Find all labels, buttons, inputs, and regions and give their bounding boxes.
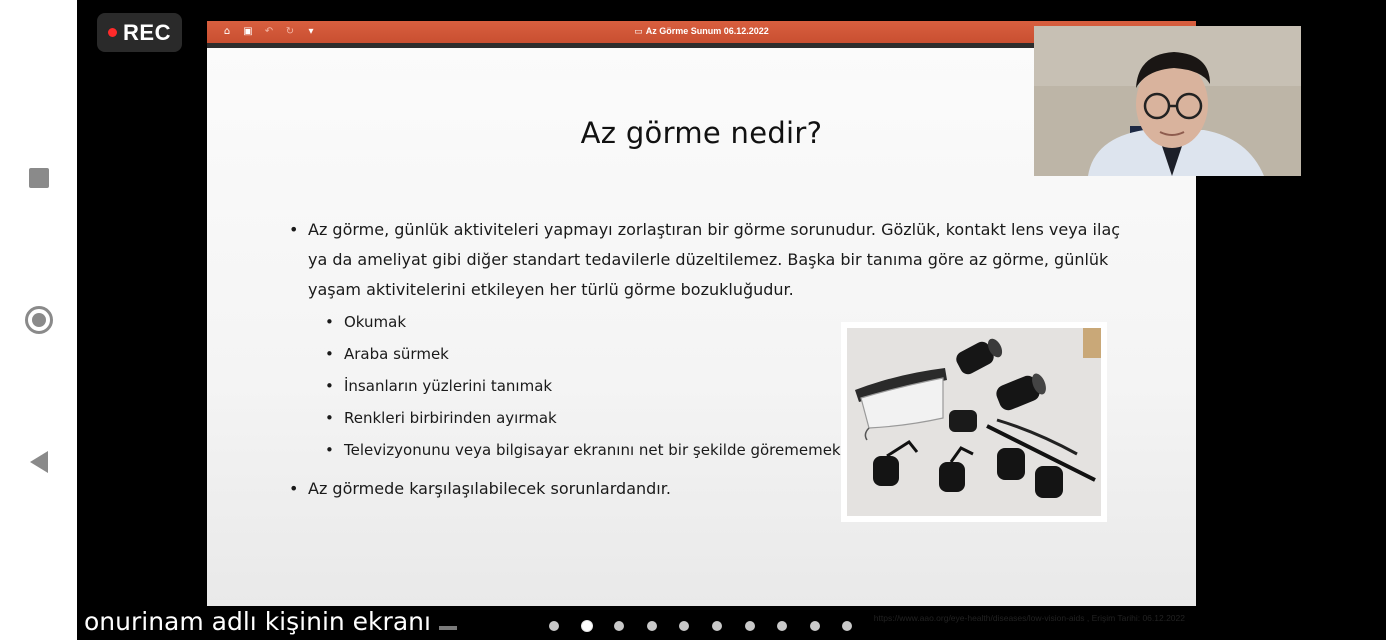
bullet-icon: • [289,220,299,239]
sub-bullet-text: Araba sürmek [344,345,449,363]
recording-label: REC [123,19,171,45]
presenter-video [1034,26,1301,176]
home-button[interactable] [24,305,54,335]
slide-dot[interactable] [745,621,755,631]
document-icon: ▭ [634,26,643,36]
bullet-text: Az görme, günlük aktiviteleri yapmayı zorlaştıran bir görme sorunudur. Gözlük, kontakt lens veya ilaç ya da ameliyat gibi diğer standart tedavilerle düzeltilemez. Başka bir tanıma göre az görme, günlük yaşam aktivitelerini etkileyen her türlü görme bozukluğudur. [308,220,1121,299]
bullet-text: Az görmede karşılaşılabilecek sorunlardandır. [308,479,671,498]
sub-bullet-text: İnsanların yüzlerini tanımak [344,377,553,395]
bullet-icon: • [325,377,334,395]
bullet-item [289,474,889,504]
slide-title: Az görme nedir? [580,116,823,150]
record-dot-icon [108,28,117,37]
slide-dot[interactable] [777,621,787,631]
triangle-icon [30,451,48,473]
back-button[interactable] [24,447,54,477]
slide-dot-active[interactable] [582,621,592,631]
save-icon[interactable]: ▣ [243,26,253,37]
bullet-icon: • [325,345,334,363]
low-vision-aids-photo [847,328,1101,516]
system-nav-bar [0,0,77,640]
slide-dot[interactable] [679,621,689,631]
recording-indicator[interactable] [97,13,182,52]
slide-dot[interactable] [614,621,624,631]
square-icon [29,168,49,188]
document-title-text: Az Görme Sunum 06.12.2022 [645,26,769,36]
sub-bullet-text: Televizyonunu veya bilgisayar ekranını net bir şekilde görememek [344,441,841,459]
slide-dot[interactable] [810,621,820,631]
home-icon[interactable]: ⌂ [223,26,231,37]
bullet-icon: • [325,409,334,427]
screen-share-caption: onurinam adlı kişinin ekranı [77,606,439,640]
circle-icon [25,306,53,334]
slide-image-frame [841,322,1107,522]
bullet-icon: • [325,441,334,459]
bullet-icon: • [325,313,334,331]
bullet-icon: • [289,479,299,498]
presenter-webcam[interactable] [1034,26,1301,176]
slide-dot[interactable] [549,621,559,631]
sub-bullet-text: Renkleri birbirinden ayırmak [344,409,557,427]
slide-dot[interactable] [647,621,657,631]
redo-icon[interactable]: ↻ [285,26,295,37]
source-credit: https://www.aao.org/eye-health/diseases/low-vision-aids , Erişim Tarihi: 06.12.2022 [873,613,1185,623]
slide-dot[interactable] [712,621,722,631]
sub-bullet-text: Okumak [344,313,407,331]
slide-navigation-dots [549,621,852,631]
customize-icon[interactable]: ▾ [308,26,314,37]
recents-button[interactable] [24,163,54,193]
bullet-item [289,215,1129,307]
undo-icon[interactable]: ↶ [264,26,274,37]
slide-dot[interactable] [842,621,852,631]
